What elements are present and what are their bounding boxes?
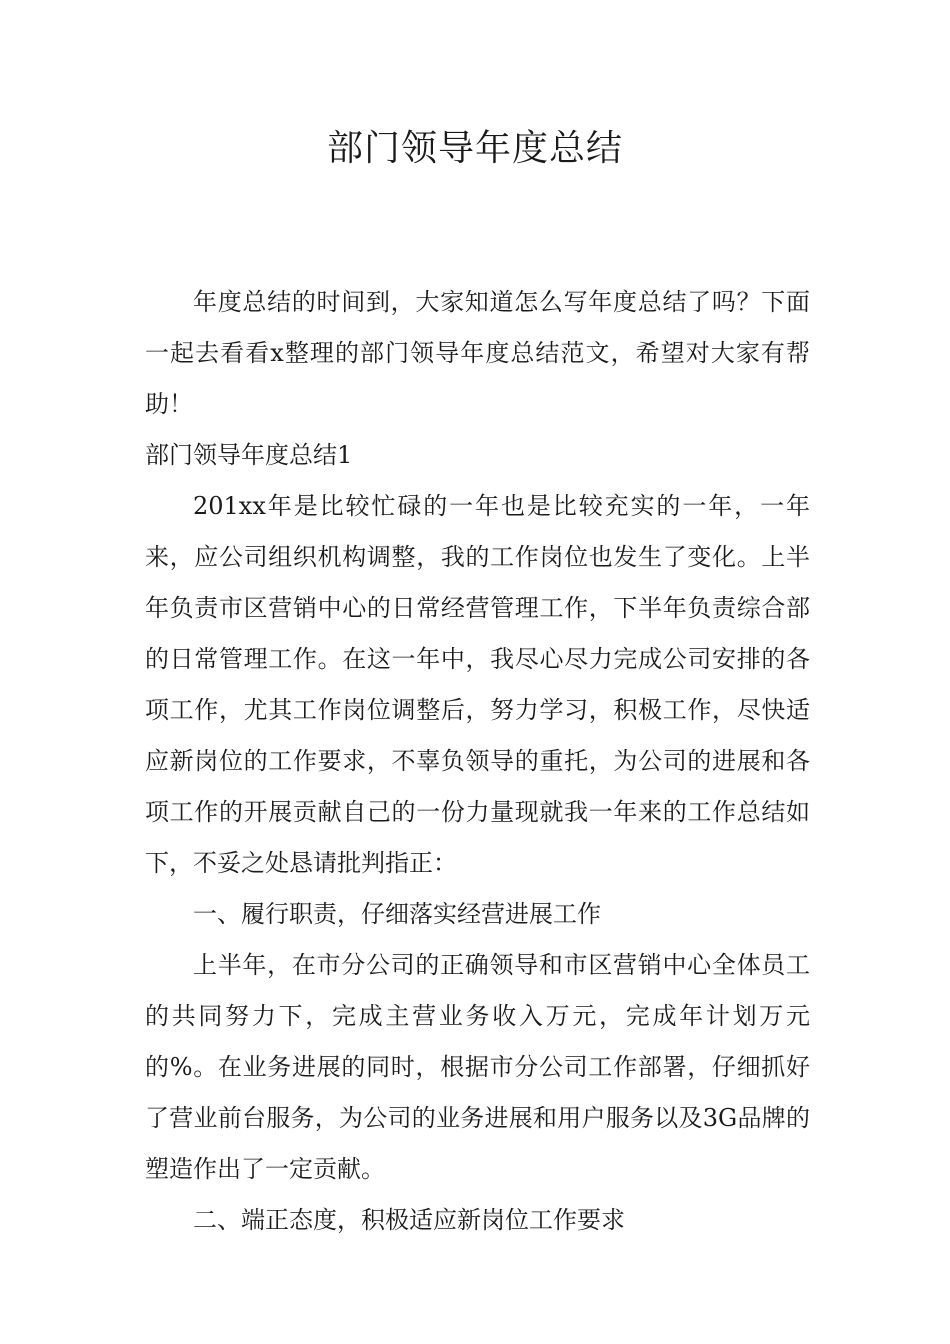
subheading-one: 一、履行职责，仔细落实经营进展工作	[193, 900, 601, 928]
document-title: 部门领导年度总结	[326, 128, 623, 169]
intro-paragraph: 年度总结的时间到，大家知道怎么写年度总结了吗？下面一起去看看x整理的部门领导年度总结范文，希望对大家有帮助！	[145, 288, 810, 418]
body-paragraph: 上半年，在市分公司的正确领导和市区营销中心全体员工的共同努力下，完成主营业务收入万元，完成年计划万元的%。在业务进展的同时，根据市分公司工作部署，仔细抓好了营业前台服务，为公司的业务进展和用户服务以及3G品牌的塑造作出了一定贡献。	[145, 951, 810, 1183]
body-paragraph: 201xx年是比较忙碌的一年也是比较充实的一年，一年来，应公司组织机构调整，我的工作岗位也发生了变化。上半年负责市区营销中心的日常经营管理工作，下半年负责综合部的日常管理工作。在这一年中，我尽心尽力完成公司安排的各项工作，尤其工作岗位调整后，努力学习，积极工作，尽快适应新岗位的工作要求，不辜负领导的重托，为公司的进展和各项工作的开展贡献自己的一份力量现就我一年来的工作总结如下，不妥之处恳请批判指正：	[145, 492, 810, 877]
section-heading: 部门领导年度总结1	[145, 441, 353, 469]
subheading-two: 二、端正态度，积极适应新岗位工作要求	[193, 1206, 625, 1234]
document-body	[145, 277, 810, 1246]
